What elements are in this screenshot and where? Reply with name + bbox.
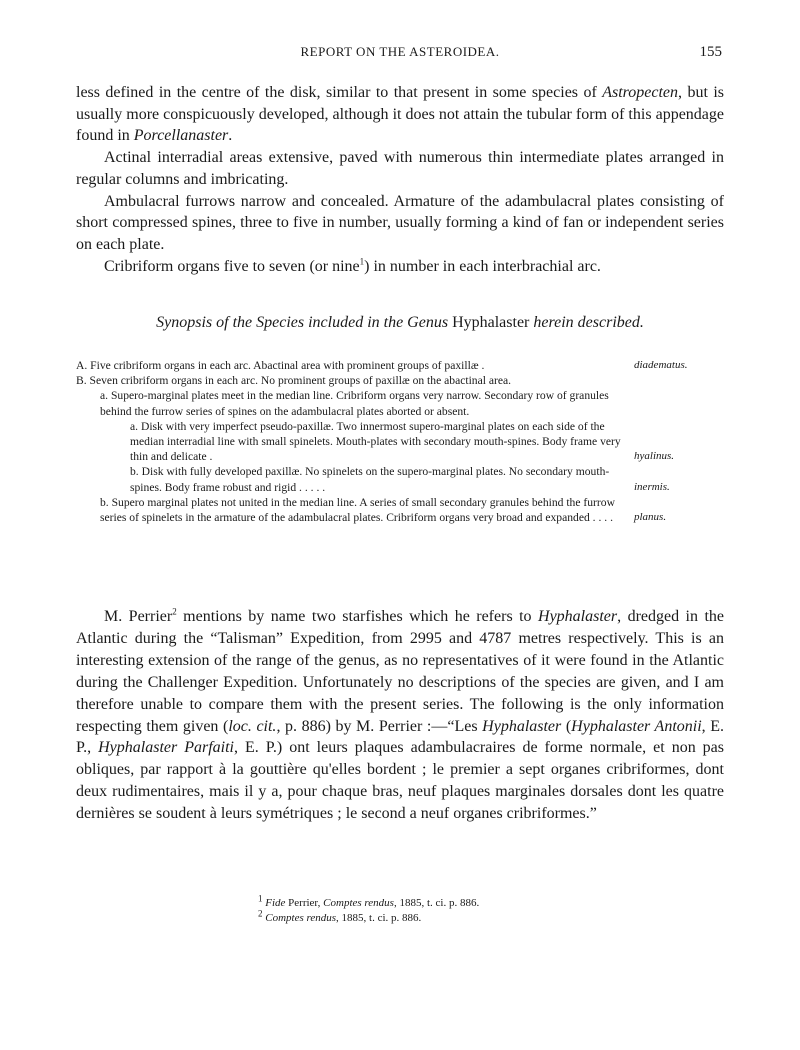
synopsis-row-b-b: b. Supero marginal plates not united in the median line. A series of small secondary granules behind the furrow series of spinelets in the armature of the adambulacral plates. Cribriform organs very broad and expanded . . . . planus. [76, 495, 726, 525]
footnote-2: $^2$ Comptes rendus, 1885, t. ci. p. 886. [258, 908, 422, 924]
synopsis-key [76, 358, 726, 525]
species-name: diadematus. [634, 359, 688, 371]
footnote-1: $^1$ Fide Perrier, Comptes rendus, 1885, t. ci. p. 886. [258, 893, 480, 909]
species-name: hyalinus. [634, 450, 675, 463]
synopsis-row-a: A. Five cribriform organs in each arc. Abactinal area with prominent groups of paxillæ . diadematus. [76, 358, 726, 373]
body-text-top [76, 82, 724, 277]
footnote-ref-2: 2 [172, 606, 177, 617]
paragraph-ambulacral: Ambulacral furrows narrow and concealed. Armature of the adambulacral plates consisting of short compressed spines, three to five in number, usually forming a kind of fan or independent series on each plate. [76, 192, 724, 253]
synopsis-row-b-a: a. Supero-marginal plates meet in the median line. Cribriform organs very narrow. Secondary row of granules behind the furrow series of spines on the adambulacral plates aborted or absent. [100, 389, 609, 418]
paragraph-actinal: Actinal interradial areas extensive, paved with numerous thin intermediate plates arranged in regular columns and imbricating. [76, 149, 724, 188]
footnote-ref-1: 1 [359, 256, 365, 267]
running-head: REPORT ON THE ASTEROIDEA. [300, 44, 500, 59]
paragraph-cribriform: Cribriform organs five to seven (or nine$^1$) in number in each interbrachial arc. [104, 256, 601, 275]
page-header [0, 44, 800, 66]
page-number: 155 [699, 44, 722, 60]
synopsis-row-b: B. Seven cribriform organs in each arc. No prominent groups of paxillæ on the abactinal area. [76, 374, 512, 388]
synopsis-row-b-a-b: b. Disk with fully developed paxillæ. No spinelets on the supero-marginal plates. No secondary mouth-spines. Body frame robust and rigid . . . . . inermis. [76, 464, 726, 494]
species-name: planus. [634, 511, 667, 524]
footnotes [258, 893, 658, 926]
paragraph-disk: less defined in the centre of the disk, similar to that present in some species of Astropecten, but is usually more conspicuously developed, although it does not attain the tubular form of this appendage found in Porcellanaster. [76, 84, 724, 145]
species-name: inermis. [634, 480, 670, 493]
synopsis-row-b-a-a: a. Disk with very imperfect pseudo-paxillæ. Two innermost supero-marginal plates on each side of the median interradial line with small spinelets. Mouth-plates with secondary mouth-spines. Body frame very thin and delicate . hyalinus. [76, 419, 726, 465]
synopsis-title: Synopsis of the Species included in the Genus Hyphalaster herein described. [156, 314, 644, 331]
body-text-bottom [76, 606, 724, 825]
paragraph-perrier: M. Perrier$^2$ mentions by name two starfishes which he refers to Hyphalaster, dredged in the Atlantic during the “Talisman” Expedition, from 2995 and 4787 metres respectively. This is an interesting extension of the range of the genus, as no representatives of it were found in the Atlantic during the Challenger Expedition. Unfortunately no descriptions of the species are given, and I am therefore unable to compare them with the present series. The following is the only information respecting them given (loc. cit., p. 886) by M. Perrier :—“Les Hyphalaster (Hyphalaster Antonii, E. P., Hyphalaster Parfaiti, E. P.) ont leurs plaques adambulacraires de forme normale, et non pas obliques, par rapport à la gouttière qu'elles bordent ; le premier a sept organes cribriformes, dont deux rudimentaires, mais il y a, pour chaque bras, neuf plaques marginales dorsales dont les quatre dernières se soudent à leurs symétriques ; le second a neuf organes cribriformes.” [76, 606, 725, 823]
